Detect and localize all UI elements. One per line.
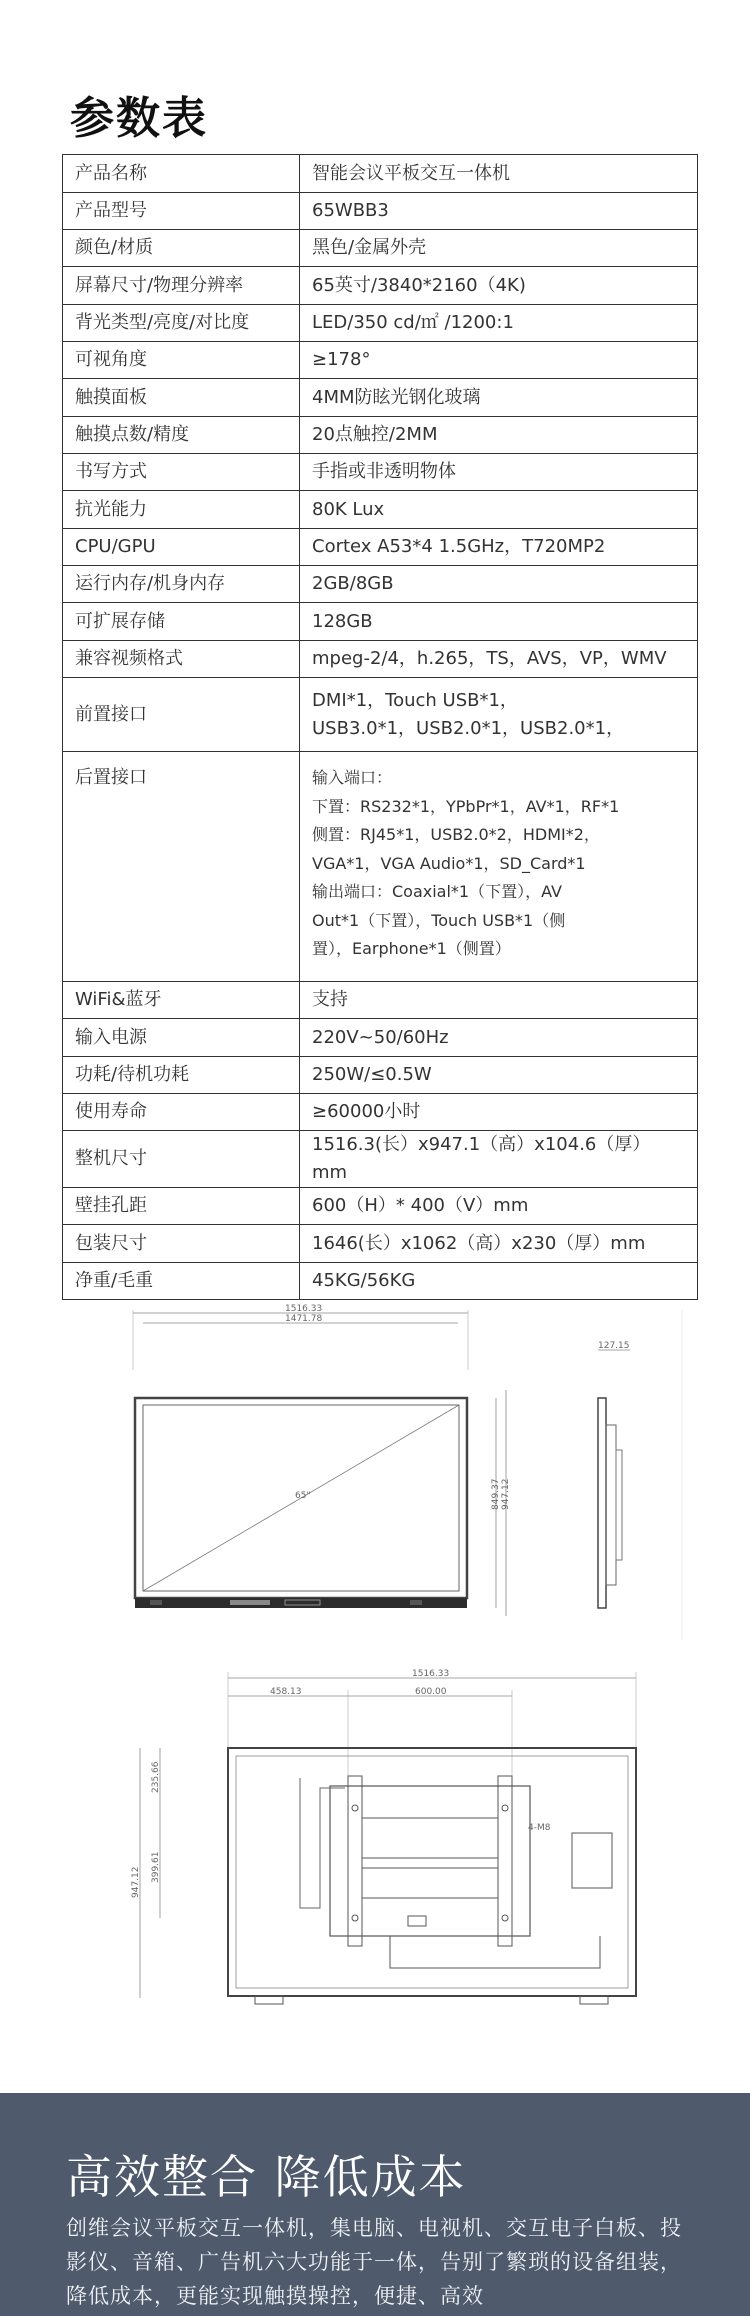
spec-row [63,1263,698,1300]
spec-value: Cortex A53*4 1.5GHz，T720MP2 [300,529,698,566]
spec-row [63,342,698,379]
spec-row [63,1225,698,1263]
spec-key: 功耗/待机功耗 [63,1057,300,1094]
spec-key: 触摸面板 [63,379,300,417]
spec-key: 前置接口 [63,678,300,752]
spec-row [63,1019,698,1057]
hole-label: 4-M8 [528,1823,551,1833]
spec-value: mpeg-2/4，h.265，TS，AVS，VP，WMV [300,641,698,678]
spec-row [63,603,698,641]
spec-key: CPU/GPU [63,529,300,566]
spec-value: 支持 [300,982,698,1019]
page-title: 参数表 [70,93,208,144]
spec-row [63,193,698,230]
vesa-bracket [330,1786,530,1936]
spec-row [63,752,698,982]
spec-key: WiFi&蓝牙 [63,982,300,1019]
back-view-drawing [0,1668,750,2013]
spec-key: 净重/毛重 [63,1263,300,1300]
spec-value: 220V~50/60Hz [300,1019,698,1057]
banner-text: 创维会议平板交互一体机，集电脑、电视机、交互电子白板、投影仪、音箱、广告机六大功能于一体，告别了繁琐的设备组装，降低成本，更能实现触摸操控，便捷、高效 [66,2216,682,2308]
spec-row [63,417,698,454]
spec-row [63,491,698,529]
spec-key: 可扩展存储 [63,603,300,641]
spec-value: 黑色/金属外壳 [300,230,698,267]
dim-height-inner: 947.12 [501,1478,511,1510]
spec-value: 1516.3(长）x947.1（高）x104.6（厚）mm [300,1131,698,1188]
spec-value: 65英寸/3840*2160（4K) [300,267,698,305]
spec-key: 产品型号 [63,193,300,230]
spec-value: 智能会议平板交互一体机 [300,155,698,193]
spec-row [63,454,698,491]
spec-value: 80K Lux [300,491,698,529]
banner-title: 高效整合 降低成本 [66,2150,467,2204]
spec-value: 600（H）* 400（V）mm [300,1188,698,1225]
spec-value: 手指或非透明物体 [300,454,698,491]
spec-key: 书写方式 [63,454,300,491]
spec-key: 背光类型/亮度/对比度 [63,305,300,342]
dim-hole-h: 600.00 [415,1687,447,1697]
spec-table [62,154,698,1300]
dim-top-offset: 235.66 [151,1761,161,1793]
spec-value: ≥178° [300,342,698,379]
dim-depth: 127.15 [598,1341,630,1351]
spec-row [63,230,698,267]
spec-key: 颜色/材质 [63,230,300,267]
spec-value: 20点触控/2MM [300,417,698,454]
spec-row [63,1094,698,1131]
spec-key: 后置接口 [63,752,300,982]
spec-value: DMI*1，Touch USB*1， USB3.0*1，USB2.0*1，USB2.0*1， [300,678,698,752]
dim-back-width: 1516.33 [412,1669,450,1679]
spec-key: 整机尺寸 [63,1131,300,1188]
spec-key: 屏幕尺寸/物理分辨率 [63,267,300,305]
spec-row [63,1131,698,1188]
spec-key: 输入电源 [63,1019,300,1057]
spec-row [63,566,698,603]
promo-banner [0,2093,750,2316]
spec-key: 壁挂孔距 [63,1188,300,1225]
spec-key: 触摸点数/精度 [63,417,300,454]
spec-key: 使用寿命 [63,1094,300,1131]
spec-value: 4MM防眩光钢化玻璃 [300,379,698,417]
side-view [598,1398,606,1608]
spec-key: 产品名称 [63,155,300,193]
spec-row [63,305,698,342]
spec-row [63,1188,698,1225]
spec-key: 兼容视频格式 [63,641,300,678]
spec-row [63,379,698,417]
dim-back-offset: 458.13 [270,1687,302,1697]
spec-key: 抗光能力 [63,491,300,529]
spec-row [63,678,698,752]
spec-row [63,155,698,193]
dim-back-height: 947.12 [131,1866,141,1898]
spec-value: 1646(长）x1062（高）x230（厚）mm [300,1225,698,1263]
spec-value: 65WBB3 [300,193,698,230]
dim-hole-v: 399.61 [151,1851,161,1883]
spec-row [63,641,698,678]
spec-row [63,982,698,1019]
spec-key: 包装尺寸 [63,1225,300,1263]
spec-value: 2GB/8GB [300,566,698,603]
dim-height-outer: 849.37 [491,1478,501,1510]
spec-key: 运行内存/机身内存 [63,566,300,603]
spec-value: 输入端口： 下置：RS232*1，YPbPr*1，AV*1，RF*1 侧置：RJ45*1，USB2.0*2，HDMI*2， VGA*1，VGA Audio*1，SD_Card*1 输出端口：Coaxial*1（下置），AV Out*1（下置），Touch USB*1（侧 置），Earphone*1（侧置） [300,752,698,982]
dim-diagonal: 65" [295,1491,311,1501]
spec-row [63,529,698,566]
back-panel [228,1748,636,1996]
spec-value: 128GB [300,603,698,641]
spec-row [63,1057,698,1094]
spec-value: ≥60000小时 [300,1094,698,1131]
spec-key: 可视角度 [63,342,300,379]
spec-row [63,267,698,305]
spec-value: 250W/≤0.5W [300,1057,698,1094]
front-view-drawing [0,1304,750,1640]
dim-width-inner: 1471.78 [285,1314,323,1324]
spec-value: LED/350 cd/㎡ /1200:1 [300,305,698,342]
dim-width-outer: 1516.33 [285,1304,323,1314]
spec-value: 45KG/56KG [300,1263,698,1300]
